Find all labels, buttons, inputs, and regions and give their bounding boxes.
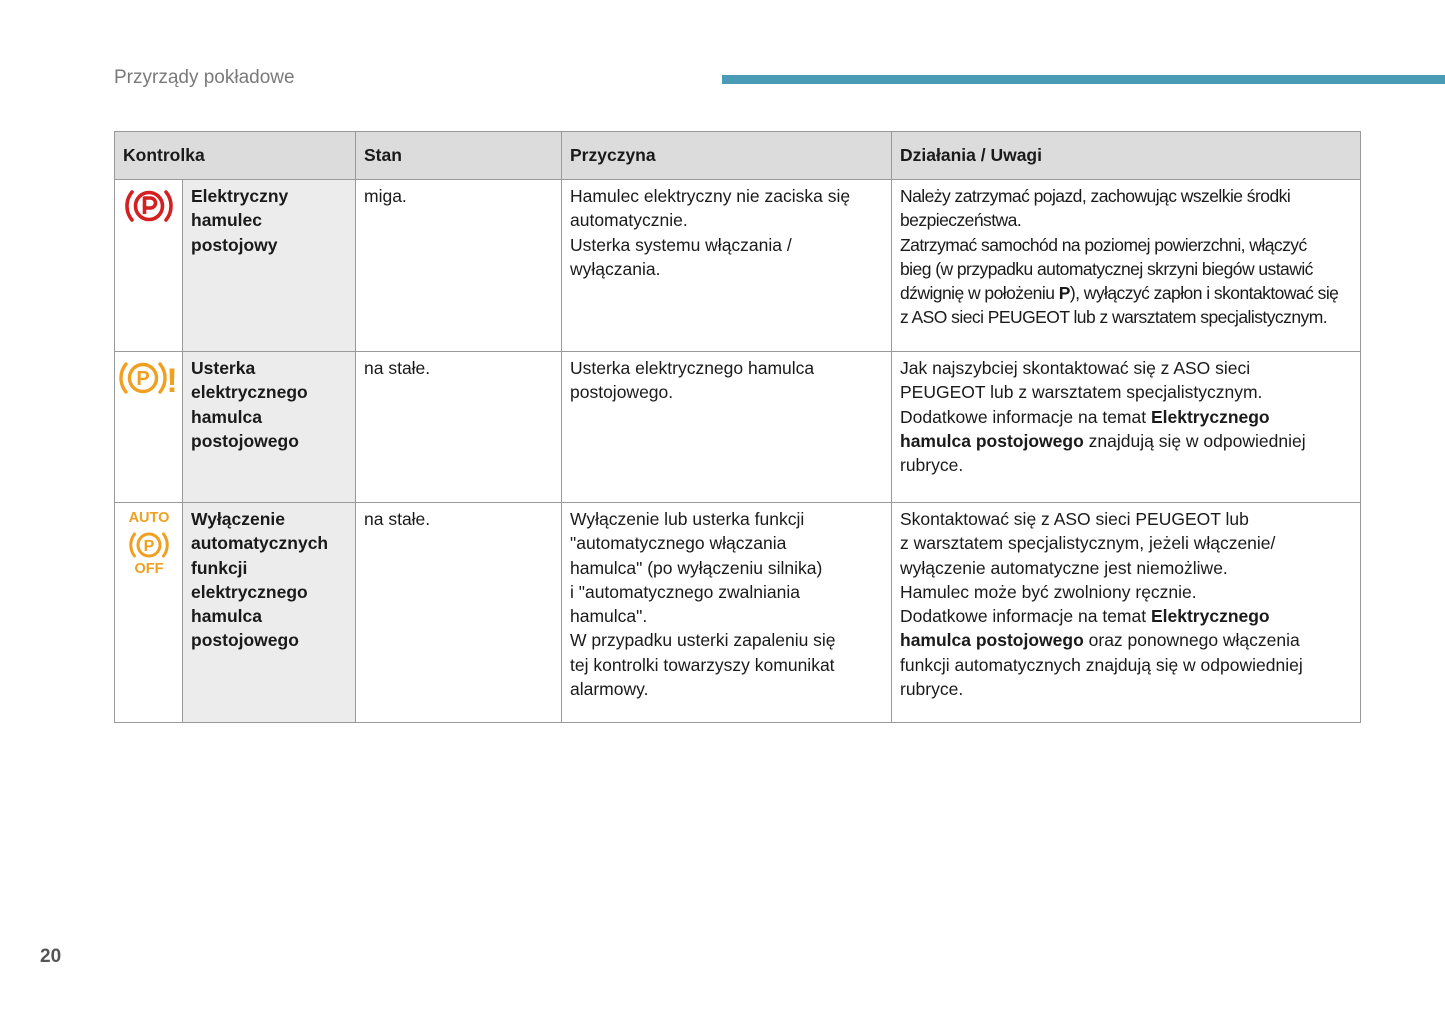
parking-brake-red-icon [123,184,175,228]
section-title: Przyrządy pokładowe [114,67,295,88]
warning-action: Jak najszybciej skontaktować się z ASO sieci PEUGEOT lub z warsztatem specjalistycznym. Dodatkowe informacje na temat Elektrycznego hamulca postojowego znajdują się w odpowiedniej rubryce. [892,352,1361,503]
svg-text:AUTO: AUTO [128,510,169,526]
column-header-kontrolka: Kontrolka [115,132,356,180]
svg-text:!: ! [165,362,178,400]
column-header-dzialania: Działania / Uwagi [892,132,1361,180]
icon-cell [115,180,183,352]
warning-cause: Hamulec elektryczny nie zaciska się automatycznie. Usterka systemu włączania / wyłączania. [562,180,892,352]
parking-brake-fault-icon [117,356,181,400]
table-row [115,352,1361,503]
warning-cause: Usterka elektrycznego hamulca postojowego. [562,352,892,503]
table-row [115,180,1361,352]
section-accent-bar [722,75,1445,84]
svg-text:OFF: OFF [134,561,163,575]
warning-state: na stałe. [356,503,562,723]
warning-lights-table [114,131,1361,723]
icon-cell [115,503,183,723]
warning-action: Należy zatrzymać pojazd, zachowując wszelkie środki bezpieczeństwa. Zatrzymać samochód na poziomej powierzchni, włączyć bieg (w przypadku automatycznej skrzyni biegów ustawić dźwignię w położeniu P), wyłączyć zapłon i skontaktować się z ASO sieci PEUGEOT lub z warsztatem specjalistycznym. [892,180,1361,352]
column-header-przyczyna: Przyczyna [562,132,892,180]
table-row [115,503,1361,723]
svg-text:P: P [135,368,150,390]
table-header-row [115,132,1361,180]
warning-name: Elektryczny hamulec postojowy [183,180,356,352]
column-header-stan: Stan [356,132,562,180]
warning-state: na stałe. [356,352,562,503]
warning-name: Usterka elektrycznego hamulca postojowego [183,352,356,503]
icon-cell [115,352,183,503]
warning-action: Skontaktować się z ASO sieci PEUGEOT lub z warsztatem specjalistycznym, jeżeli włączenie/ wyłączenie automatyczne jest niemożliwe. Hamulec może być zwolniony ręcznie. Dodatkowe informacje na temat Elektrycznego hamulca postojowego oraz ponownego włączenia funkcji automatycznych znajdują się w odpowiedniej rubryce. [892,503,1361,723]
page-number: 20 [40,946,62,967]
svg-text:P: P [143,538,154,555]
parking-brake-auto-off-icon [121,507,177,575]
warning-name: Wyłączenie automatycznych funkcji elektrycznego hamulca postojowego [183,503,356,723]
warning-state: miga. [356,180,562,352]
warning-cause: Wyłączenie lub usterka funkcji "automatycznego włączania hamulca" (po wyłączeniu silnika) i "automatycznego zwalniania hamulca". W przypadku usterki zapaleniu się tej kontrolki towarzyszy komunikat alarmowy. [562,503,892,723]
